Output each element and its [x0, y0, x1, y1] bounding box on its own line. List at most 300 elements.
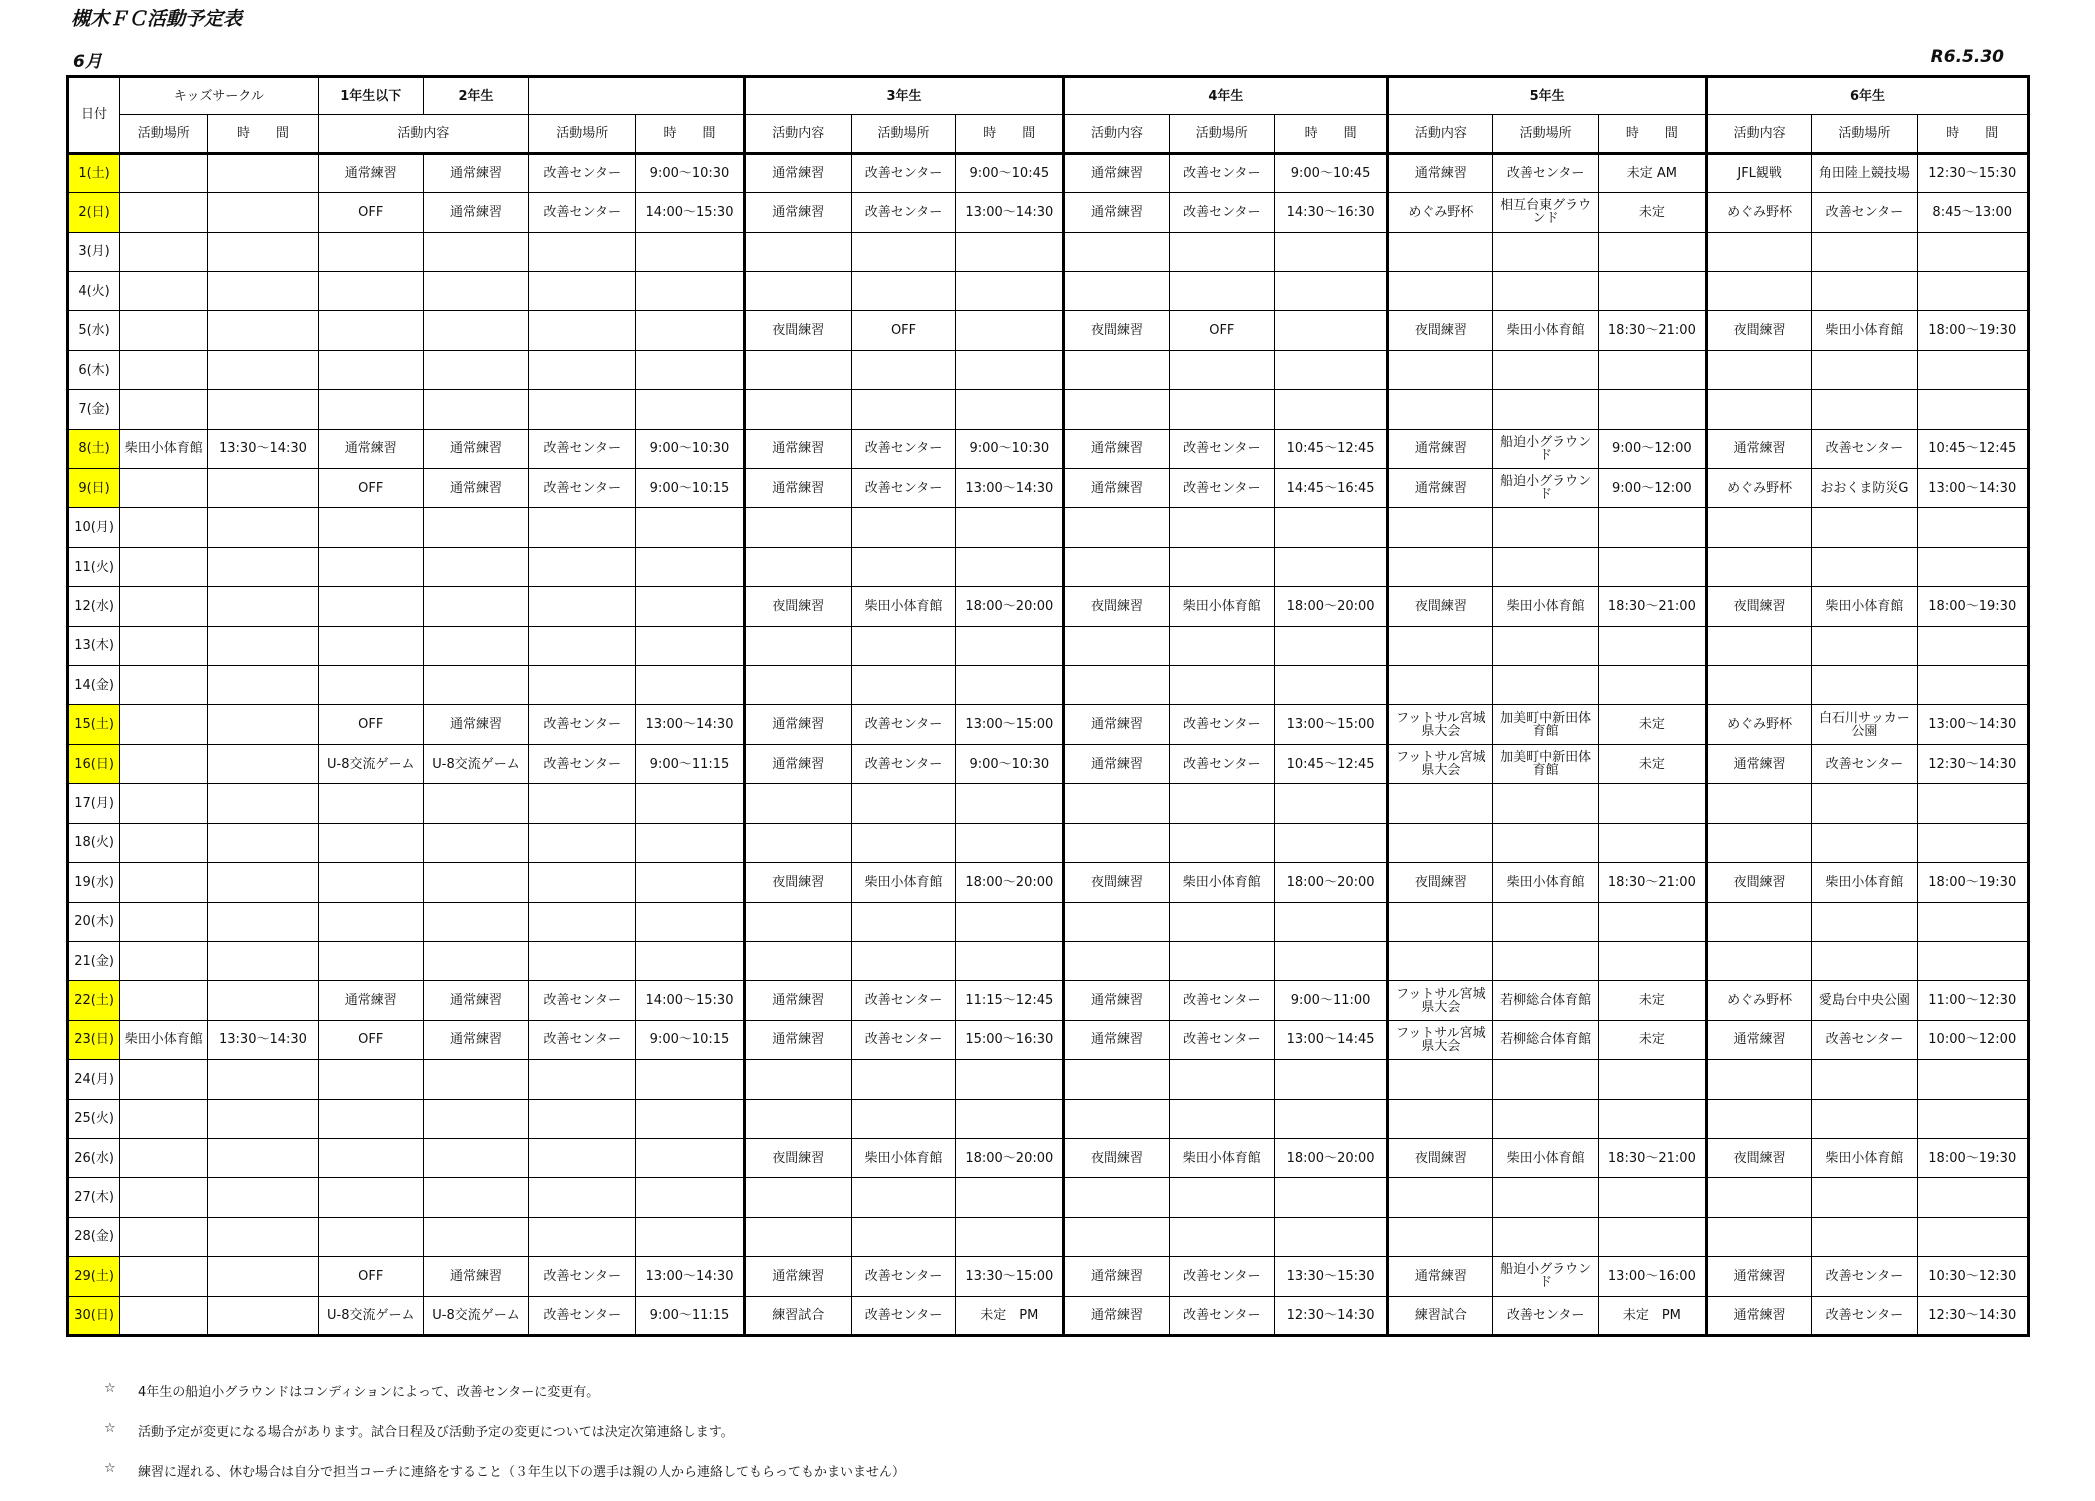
- schedule-cell: [1388, 350, 1493, 389]
- grade6-header: 6年生: [1707, 77, 2029, 115]
- schedule-cell: [423, 1178, 528, 1217]
- schedule-cell: 改善センター: [1812, 1296, 1917, 1335]
- schedule-cell: [636, 626, 744, 665]
- schedule-cell: 柴田小体育館: [1493, 863, 1598, 902]
- schedule-cell: 改善センター: [529, 744, 636, 783]
- schedule-cell: [208, 902, 318, 941]
- schedule-cell: [529, 626, 636, 665]
- schedule-cell: [120, 784, 208, 823]
- schedule-cell: 未定 PM: [1598, 1296, 1706, 1335]
- schedule-cell: [1064, 508, 1169, 547]
- schedule-cell: 柴田小体育館: [1493, 311, 1598, 350]
- schedule-cell: [423, 390, 528, 429]
- schedule-cell: [1707, 941, 1812, 980]
- grade3-time-header: 時 間: [956, 115, 1064, 153]
- schedule-cell: OFF: [318, 193, 423, 232]
- star-icon: ☆: [104, 1461, 116, 1476]
- schedule-cell: [956, 626, 1064, 665]
- schedule-cell: 改善センター: [529, 981, 636, 1020]
- schedule-cell: [1493, 1178, 1598, 1217]
- schedule-cell: [1274, 666, 1387, 705]
- schedule-cell: 通常練習: [423, 193, 528, 232]
- schedule-cell: [1598, 350, 1706, 389]
- schedule-row: [68, 981, 2029, 1020]
- schedule-cell: フットサル宮城県大会: [1388, 705, 1493, 744]
- day-cell: 1(土): [68, 153, 120, 192]
- schedule-cell: [851, 1178, 955, 1217]
- schedule-cell: [120, 666, 208, 705]
- schedule-cell: 8:45～13:00: [1917, 193, 2028, 232]
- schedule-cell: [1707, 1217, 1812, 1256]
- schedule-cell: [529, 587, 636, 626]
- schedule-cell: 13:30～15:30: [1274, 1257, 1387, 1296]
- schedule-cell: [1917, 272, 2028, 311]
- schedule-cell: [318, 902, 423, 941]
- schedule-cell: [120, 469, 208, 508]
- schedule-cell: [1169, 1178, 1274, 1217]
- schedule-cell: [1388, 508, 1493, 547]
- schedule-cell: 加美町中新田体育館: [1493, 744, 1598, 783]
- schedule-cell: [423, 508, 528, 547]
- schedule-cell: [120, 626, 208, 665]
- schedule-cell: [1169, 1217, 1274, 1256]
- schedule-cell: 通常練習: [744, 1257, 851, 1296]
- schedule-cell: [423, 626, 528, 665]
- schedule-cell: [529, 232, 636, 271]
- day-cell: 23(日): [68, 1020, 120, 1059]
- schedule-cell: [208, 311, 318, 350]
- schedule-cell: 夜間練習: [1064, 587, 1169, 626]
- grade5-time-header: 時 間: [1598, 115, 1706, 153]
- schedule-cell: 通常練習: [318, 981, 423, 1020]
- schedule-cell: [1169, 626, 1274, 665]
- schedule-cell: [1707, 547, 1812, 586]
- schedule-cell: [1169, 547, 1274, 586]
- schedule-cell: [1812, 547, 1917, 586]
- schedule-cell: 9:00～11:00: [1274, 981, 1387, 1020]
- schedule-cell: 通常練習: [1064, 193, 1169, 232]
- schedule-cell: [208, 508, 318, 547]
- day-cell: 10(月): [68, 508, 120, 547]
- schedule-cell: [636, 547, 744, 586]
- issue-date: R6.5.30: [1930, 47, 2004, 67]
- schedule-cell: 13:30～15:00: [956, 1257, 1064, 1296]
- day-cell: 5(水): [68, 311, 120, 350]
- schedule-cell: [1598, 626, 1706, 665]
- schedule-cell: 改善センター: [1493, 1296, 1598, 1335]
- schedule-cell: [318, 350, 423, 389]
- schedule-cell: 通常練習: [1388, 1257, 1493, 1296]
- schedule-row: [68, 272, 2029, 311]
- schedule-cell: [956, 1099, 1064, 1138]
- note-text: 練習に遅れる、休む場合は自分で担当コーチに連絡をすること（３年生以下の選手は親の人から連絡してもらってもかまいません）: [138, 1465, 906, 1480]
- schedule-cell: [208, 823, 318, 862]
- grade6-content-header: 活動内容: [1707, 115, 1812, 153]
- schedule-cell: 夜間練習: [744, 311, 851, 350]
- schedule-cell: [1274, 941, 1387, 980]
- schedule-cell: 若柳総合体育館: [1493, 981, 1598, 1020]
- schedule-cell: 13:00～14:45: [1274, 1020, 1387, 1059]
- schedule-cell: 10:45～12:45: [1917, 429, 2028, 468]
- schedule-cell: [1812, 1099, 1917, 1138]
- schedule-cell: [208, 350, 318, 389]
- schedule-cell: [1917, 508, 2028, 547]
- schedule-row: [68, 626, 2029, 665]
- schedule-cell: 柴田小体育館: [1169, 863, 1274, 902]
- schedule-cell: 18:00～19:30: [1917, 587, 2028, 626]
- schedule-cell: [744, 784, 851, 823]
- schedule-cell: 通常練習: [744, 153, 851, 192]
- schedule-cell: [1812, 1178, 1917, 1217]
- schedule-cell: 夜間練習: [1388, 311, 1493, 350]
- schedule-cell: 18:30～21:00: [1598, 1138, 1706, 1177]
- schedule-cell: 11:00～12:30: [1917, 981, 2028, 1020]
- schedule-row: [68, 390, 2029, 429]
- schedule-cell: 柴田小体育館: [1493, 1138, 1598, 1177]
- day-cell: 2(日): [68, 193, 120, 232]
- schedule-cell: [1493, 350, 1598, 389]
- schedule-cell: 改善センター: [1169, 193, 1274, 232]
- schedule-cell: [744, 1217, 851, 1256]
- grade3-header: 3年生: [744, 77, 1064, 115]
- kids-place-header: 活動場所: [120, 115, 208, 153]
- schedule-cell: 9:00～10:15: [636, 1020, 744, 1059]
- schedule-cell: [423, 784, 528, 823]
- schedule-cell: [529, 1099, 636, 1138]
- schedule-cell: [318, 547, 423, 586]
- schedule-cell: 13:00～14:30: [956, 193, 1064, 232]
- schedule-cell: [120, 153, 208, 192]
- schedule-cell: 18:00～19:30: [1917, 1138, 2028, 1177]
- schedule-cell: [1598, 902, 1706, 941]
- schedule-cell: [423, 547, 528, 586]
- schedule-cell: [1064, 547, 1169, 586]
- schedule-cell: 船迫小グラウンド: [1493, 429, 1598, 468]
- schedule-cell: [318, 626, 423, 665]
- schedule-cell: めぐみ野杯: [1707, 705, 1812, 744]
- schedule-cell: [956, 547, 1064, 586]
- schedule-cell: [423, 1060, 528, 1099]
- day-cell: 18(火): [68, 823, 120, 862]
- schedule-cell: [1707, 350, 1812, 389]
- schedule-cell: 通常練習: [744, 469, 851, 508]
- grade5-content-header: 活動内容: [1388, 115, 1493, 153]
- schedule-cell: 柴田小体育館: [1812, 311, 1917, 350]
- schedule-cell: 夜間練習: [744, 587, 851, 626]
- schedule-cell: [529, 1178, 636, 1217]
- schedule-cell: [956, 232, 1064, 271]
- schedule-cell: [1917, 232, 2028, 271]
- schedule-cell: [208, 272, 318, 311]
- schedule-cell: [1707, 823, 1812, 862]
- schedule-cell: [1169, 272, 1274, 311]
- schedule-cell: [1812, 1060, 1917, 1099]
- schedule-cell: [529, 1138, 636, 1177]
- schedule-cell: [1064, 902, 1169, 941]
- schedule-cell: [120, 705, 208, 744]
- schedule-cell: [120, 587, 208, 626]
- schedule-cell: 通常練習: [744, 744, 851, 783]
- schedule-row: [68, 1217, 2029, 1256]
- schedule-cell: 13:00～15:00: [1274, 705, 1387, 744]
- schedule-cell: [529, 547, 636, 586]
- schedule-cell: [851, 508, 955, 547]
- schedule-cell: 柴田小体育館: [851, 863, 955, 902]
- schedule-cell: [318, 1060, 423, 1099]
- day-cell: 4(火): [68, 272, 120, 311]
- schedule-cell: 18:00～19:30: [1917, 863, 2028, 902]
- schedule-cell: [1812, 666, 1917, 705]
- schedule-cell: 若柳総合体育館: [1493, 1020, 1598, 1059]
- schedule-cell: [208, 1296, 318, 1335]
- schedule-cell: 通常練習: [1064, 744, 1169, 783]
- schedule-cell: [851, 390, 955, 429]
- schedule-cell: [1598, 1178, 1706, 1217]
- schedule-cell: [120, 350, 208, 389]
- schedule-cell: [1917, 1178, 2028, 1217]
- schedule-cell: 通常練習: [1707, 1257, 1812, 1296]
- schedule-cell: [208, 1060, 318, 1099]
- schedule-cell: [1388, 390, 1493, 429]
- schedule-cell: [1274, 1060, 1387, 1099]
- grade4-header: 4年生: [1064, 77, 1388, 115]
- schedule-cell: 柴田小体育館: [1169, 1138, 1274, 1177]
- schedule-cell: [529, 902, 636, 941]
- schedule-cell: 9:00～10:30: [636, 153, 744, 192]
- schedule-cell: [1812, 626, 1917, 665]
- schedule-cell: [120, 232, 208, 271]
- schedule-cell: [120, 193, 208, 232]
- schedule-cell: 通常練習: [744, 981, 851, 1020]
- schedule-cell: [1064, 1060, 1169, 1099]
- schedule-cell: 10:30～12:30: [1917, 1257, 2028, 1296]
- schedule-cell: [1598, 272, 1706, 311]
- schedule-cell: 夜間練習: [1707, 311, 1812, 350]
- schedule-cell: [1388, 1217, 1493, 1256]
- schedule-cell: [851, 350, 955, 389]
- schedule-cell: U-8交流ゲーム: [423, 1296, 528, 1335]
- schedule-cell: OFF: [318, 469, 423, 508]
- schedule-cell: [851, 902, 955, 941]
- schedule-cell: [1598, 784, 1706, 823]
- schedule-cell: JFL観戦: [1707, 153, 1812, 192]
- day-cell: 21(金): [68, 941, 120, 980]
- schedule-cell: 通常練習: [1388, 153, 1493, 192]
- schedule-cell: 9:00～12:00: [1598, 429, 1706, 468]
- schedule-cell: 改善センター: [529, 153, 636, 192]
- schedule-cell: [636, 508, 744, 547]
- schedule-cell: 通常練習: [318, 429, 423, 468]
- schedule-cell: [1598, 941, 1706, 980]
- schedule-cell: [744, 1060, 851, 1099]
- schedule-cell: [1169, 508, 1274, 547]
- schedule-cell: [318, 784, 423, 823]
- schedule-cell: [120, 981, 208, 1020]
- schedule-cell: [1388, 626, 1493, 665]
- schedule-cell: めぐみ野杯: [1707, 981, 1812, 1020]
- schedule-cell: [529, 1217, 636, 1256]
- schedule-cell: 通常練習: [318, 153, 423, 192]
- schedule-cell: [851, 1060, 955, 1099]
- grade2-header: 2年生: [423, 77, 528, 115]
- schedule-row: [68, 1296, 2029, 1335]
- schedule-cell: [318, 272, 423, 311]
- schedule-cell: 18:00～20:00: [956, 1138, 1064, 1177]
- schedule-cell: 通常練習: [1064, 981, 1169, 1020]
- schedule-cell: [1812, 350, 1917, 389]
- schedule-cell: [1388, 1060, 1493, 1099]
- schedule-cell: 通常練習: [423, 1020, 528, 1059]
- schedule-cell: [208, 863, 318, 902]
- schedule-cell: めぐみ野杯: [1707, 193, 1812, 232]
- schedule-cell: 14:45～16:45: [1274, 469, 1387, 508]
- schedule-cell: 改善センター: [1169, 469, 1274, 508]
- star-icon: ☆: [104, 1381, 116, 1396]
- schedule-cell: [851, 941, 955, 980]
- kids-circle-header: キッズサークル: [120, 77, 318, 115]
- schedule-cell: [1169, 390, 1274, 429]
- schedule-cell: [1707, 508, 1812, 547]
- schedule-cell: 通常練習: [1707, 1020, 1812, 1059]
- schedule-cell: 柴田小体育館: [120, 1020, 208, 1059]
- schedule-cell: [1493, 232, 1598, 271]
- schedule-cell: 通常練習: [1064, 1296, 1169, 1335]
- schedule-cell: [1917, 1217, 2028, 1256]
- schedule-cell: 14:00～15:30: [636, 193, 744, 232]
- schedule-cell: [208, 666, 318, 705]
- schedule-cell: [1598, 1217, 1706, 1256]
- schedule-row: [68, 1178, 2029, 1217]
- schedule-cell: [636, 1178, 744, 1217]
- schedule-cell: 通常練習: [423, 1257, 528, 1296]
- schedule-cell: OFF: [318, 1020, 423, 1059]
- schedule-cell: [1169, 902, 1274, 941]
- schedule-cell: [1917, 902, 2028, 941]
- schedule-cell: 練習試合: [1388, 1296, 1493, 1335]
- schedule-cell: 夜間練習: [1388, 587, 1493, 626]
- schedule-cell: [529, 666, 636, 705]
- schedule-cell: [318, 1178, 423, 1217]
- schedule-cell: [1493, 508, 1598, 547]
- schedule-cell: 船迫小グラウンド: [1493, 1257, 1598, 1296]
- schedule-cell: [423, 823, 528, 862]
- schedule-cell: [851, 272, 955, 311]
- schedule-cell: [423, 1217, 528, 1256]
- grade3-place-header: 活動場所: [851, 115, 955, 153]
- schedule-cell: [208, 1178, 318, 1217]
- schedule-cell: 18:00～20:00: [1274, 863, 1387, 902]
- schedule-cell: [423, 941, 528, 980]
- schedule-cell: [1274, 508, 1387, 547]
- schedule-cell: [1388, 1099, 1493, 1138]
- schedule-cell: 通常練習: [744, 1020, 851, 1059]
- schedule-cell: 改善センター: [1169, 981, 1274, 1020]
- schedule-cell: [208, 547, 318, 586]
- schedule-cell: [1169, 666, 1274, 705]
- schedule-cell: [120, 1257, 208, 1296]
- day-cell: 12(水): [68, 587, 120, 626]
- schedule-cell: [1388, 941, 1493, 980]
- schedule-cell: [744, 941, 851, 980]
- page-title: 槻木ＦＣ活動予定表: [71, 8, 243, 30]
- schedule-cell: [120, 823, 208, 862]
- schedule-cell: おおくま防災G: [1812, 469, 1917, 508]
- grade5-place-header: 活動場所: [1493, 115, 1598, 153]
- schedule-cell: [744, 350, 851, 389]
- schedule-cell: [120, 744, 208, 783]
- schedule-cell: [1388, 666, 1493, 705]
- schedule-cell: 角田陸上競技場: [1812, 153, 1917, 192]
- schedule-cell: [636, 311, 744, 350]
- schedule-cell: フットサル宮城県大会: [1388, 744, 1493, 783]
- schedule-cell: [1707, 1099, 1812, 1138]
- schedule-cell: 9:00～10:30: [956, 429, 1064, 468]
- schedule-cell: [636, 823, 744, 862]
- schedule-cell: [851, 232, 955, 271]
- schedule-cell: [1064, 666, 1169, 705]
- schedule-cell: 14:30～16:30: [1274, 193, 1387, 232]
- schedule-cell: 改善センター: [851, 1020, 955, 1059]
- kids-time-header: 時 間: [208, 115, 318, 153]
- schedule-cell: 夜間練習: [744, 1138, 851, 1177]
- schedule-cell: [318, 1217, 423, 1256]
- schedule-cell: [529, 272, 636, 311]
- schedule-cell: [956, 1178, 1064, 1217]
- schedule-cell: 未定: [1598, 1020, 1706, 1059]
- schedule-cell: 改善センター: [1812, 193, 1917, 232]
- schedule-cell: [956, 823, 1064, 862]
- schedule-cell: 柴田小体育館: [1812, 863, 1917, 902]
- schedule-cell: [1169, 1060, 1274, 1099]
- schedule-cell: 18:30～21:00: [1598, 587, 1706, 626]
- day-cell: 11(火): [68, 547, 120, 586]
- schedule-cell: [423, 587, 528, 626]
- schedule-cell: 改善センター: [1812, 1020, 1917, 1059]
- schedule-cell: 18:00～20:00: [956, 587, 1064, 626]
- day-cell: 28(金): [68, 1217, 120, 1256]
- schedule-cell: 18:00～20:00: [1274, 1138, 1387, 1177]
- schedule-cell: 未定 PM: [956, 1296, 1064, 1335]
- schedule-cell: [1274, 1099, 1387, 1138]
- schedule-cell: 柴田小体育館: [1493, 587, 1598, 626]
- schedule-cell: 夜間練習: [1707, 1138, 1812, 1177]
- schedule-cell: [1493, 666, 1598, 705]
- schedule-cell: 13:00～16:00: [1598, 1257, 1706, 1296]
- schedule-cell: 15:00～16:30: [956, 1020, 1064, 1059]
- day-cell: 19(水): [68, 863, 120, 902]
- schedule-cell: [636, 941, 744, 980]
- schedule-cell: [208, 626, 318, 665]
- schedule-row: [68, 587, 2029, 626]
- day-cell: 22(土): [68, 981, 120, 1020]
- schedule-cell: [636, 587, 744, 626]
- schedule-cell: [1169, 941, 1274, 980]
- schedule-cell: [636, 350, 744, 389]
- schedule-cell: 通常練習: [1064, 1257, 1169, 1296]
- schedule-cell: 改善センター: [529, 193, 636, 232]
- schedule-cell: U-8交流ゲーム: [318, 744, 423, 783]
- star-icon: ☆: [104, 1421, 116, 1436]
- schedule-cell: [851, 823, 955, 862]
- schedule-cell: 未定 AM: [1598, 153, 1706, 192]
- schedule-cell: 10:45～12:45: [1274, 744, 1387, 783]
- schedule-cell: [636, 784, 744, 823]
- schedule-cell: 13:00～14:30: [956, 469, 1064, 508]
- schedule-cell: [744, 823, 851, 862]
- schedule-cell: 改善センター: [1812, 429, 1917, 468]
- schedule-cell: [1598, 1099, 1706, 1138]
- schedule-row: [68, 1099, 2029, 1138]
